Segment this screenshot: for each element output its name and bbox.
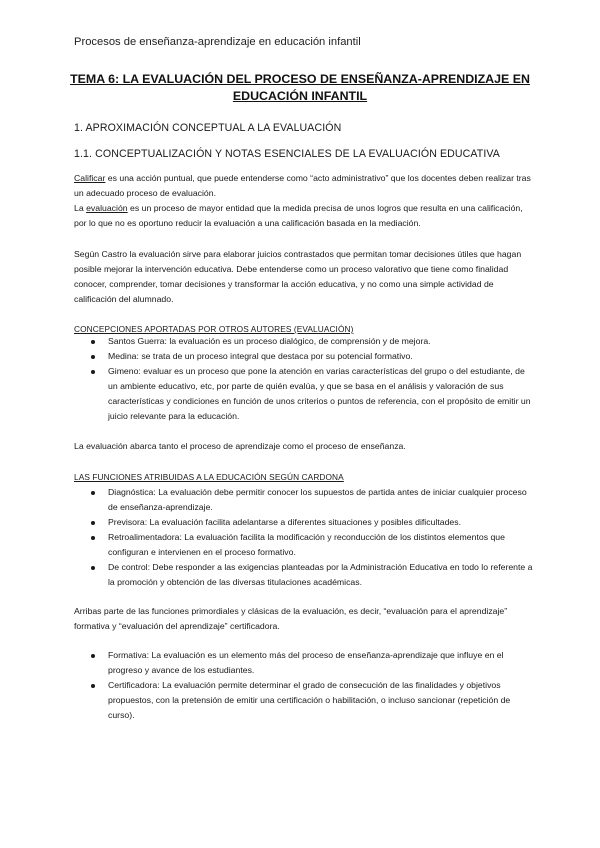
arribas-paragraph: Arribas parte de las funciones primordiales y clásicas de la evaluación, es decir, “evaluación para el aprendizaje” formativa y “evaluación del aprendizaje” certificadora. [74,606,508,631]
bullet-icon [91,536,95,540]
list-item [74,364,534,424]
list-item-text: Medina: se trata de un proceso integral que destaca por su potencial formativo. [108,351,413,361]
tipos-list [74,648,534,723]
bullet-icon [91,684,95,688]
bullet-icon [91,566,95,570]
list-item [74,678,534,723]
abarca-paragraph: La evaluación abarca tanto el proceso de aprendizaje como el proceso de enseñanza. [74,441,406,451]
bullet-icon [91,654,95,658]
list-item-text: De control: Debe responder a las exigencias planteadas por la Administración Educativa en todo lo referente a la promoción y obtención de las diversas titulaciones académicas. [108,562,533,587]
bullet-icon [91,355,95,359]
list-item-text: Previsora: La evaluación facilita adelantarse a diferentes situaciones y posibles dificultades. [108,517,462,527]
calificar-definition [74,171,534,201]
title-line-2: EDUCACIÓN INFANTIL [232,89,368,103]
list-item-text: Diagnóstica: La evaluación debe permitir conocer los supuestos de partida antes de iniciar cualquier proceso de enseñanza-aprendizaje. [108,487,527,512]
concepciones-list [74,334,534,424]
definitions-paragraph [74,171,534,231]
list-item [74,515,534,530]
list-item-text: Retroalimentadora: La evaluación facilita la modificación y reconducción de los distintos elementos que configuran e intervienen en el proceso formativo. [108,532,505,557]
list-item [74,334,534,349]
list-item [74,530,534,560]
list-item-text: Santos Guerra: la evaluación es un proceso dialógico, de comprensión y de mejora. [108,336,431,346]
title-line-1: TEMA 6: LA EVALUACIÓN DEL PROCESO DE ENSEÑANZA-APRENDIZAJE EN [70,72,530,86]
castro-paragraph: Según Castro la evaluación sirve para elaborar juicios contrastados que permitan tomar decisiones útiles que hagan posible mejorar la intervención educativa. Debe entenderse como un proceso valorativo que tiene como finalidad conocer, comprender, tomar decisiones y transformar la acción educativa, y no como una simple actividad de calificación del alumnado. [74,249,522,304]
concepciones-title: CONCEPCIONES APORTADAS POR OTROS AUTORES (EVALUACIÓN) [74,324,354,334]
bullet-icon [91,491,95,495]
bullet-icon [91,340,95,344]
bullet-icon [91,370,95,374]
funciones-list [74,485,534,590]
list-item-text: Certificadora: La evaluación permite determinar el grado de consecución de las finalidades y objetivos propuestos, con la pretensión de emitir una certificación o habilitación, o incluso sancionar (repetición de curso). [108,680,511,720]
list-item [74,349,534,364]
evaluacion-term: evaluación [86,203,128,213]
list-item-text: Gimeno: evaluar es un proceso que pone la atención en varias características del grupo o del estudiante, de un ambiente educativo, etc, por parte de quién evalúa, y que se basa en el análisis y valoración de sus características y condiciones en función de unos criterios o puntos de referencia, con el propósito de emitir un juicio relevante para la educación. [108,366,531,421]
list-item [74,485,534,515]
document-title [60,71,540,105]
evaluacion-prefix: La [74,203,87,213]
list-item [74,648,534,678]
evaluacion-definition [74,201,534,231]
section-1-1-heading: 1.1. CONCEPTUALIZACIÓN Y NOTAS ESENCIALES DE LA EVALUACIÓN EDUCATIVA [74,148,500,160]
running-header: Procesos de enseñanza-aprendizaje en educación infantil [74,36,361,48]
bullet-icon [91,521,95,525]
list-item [74,560,534,590]
calificar-term: Calificar [74,173,106,183]
list-item-text: Formativa: La evaluación es un elemento más del proceso de enseñanza-aprendizaje que influye en el progreso y avance de los estudiantes. [108,650,504,675]
section-1-heading: 1. APROXIMACIÓN CONCEPTUAL A LA EVALUACIÓN [74,122,342,134]
calificar-text: es una acción puntual, que puede entenderse como “acto administrativo” que los docentes deben realizar tras un adecuado proceso de evaluación. [74,173,531,198]
evaluacion-text: es un proceso de mayor entidad que la medida precisa de unos logros que resulta en una calificación, por lo que no es oportuno reducir la evaluación a una calificación basada en la mediación. [74,203,523,228]
funciones-title: LAS FUNCIONES ATRIBUIDAS A LA EDUCACIÓN SEGÚN CARDONA [74,472,344,482]
